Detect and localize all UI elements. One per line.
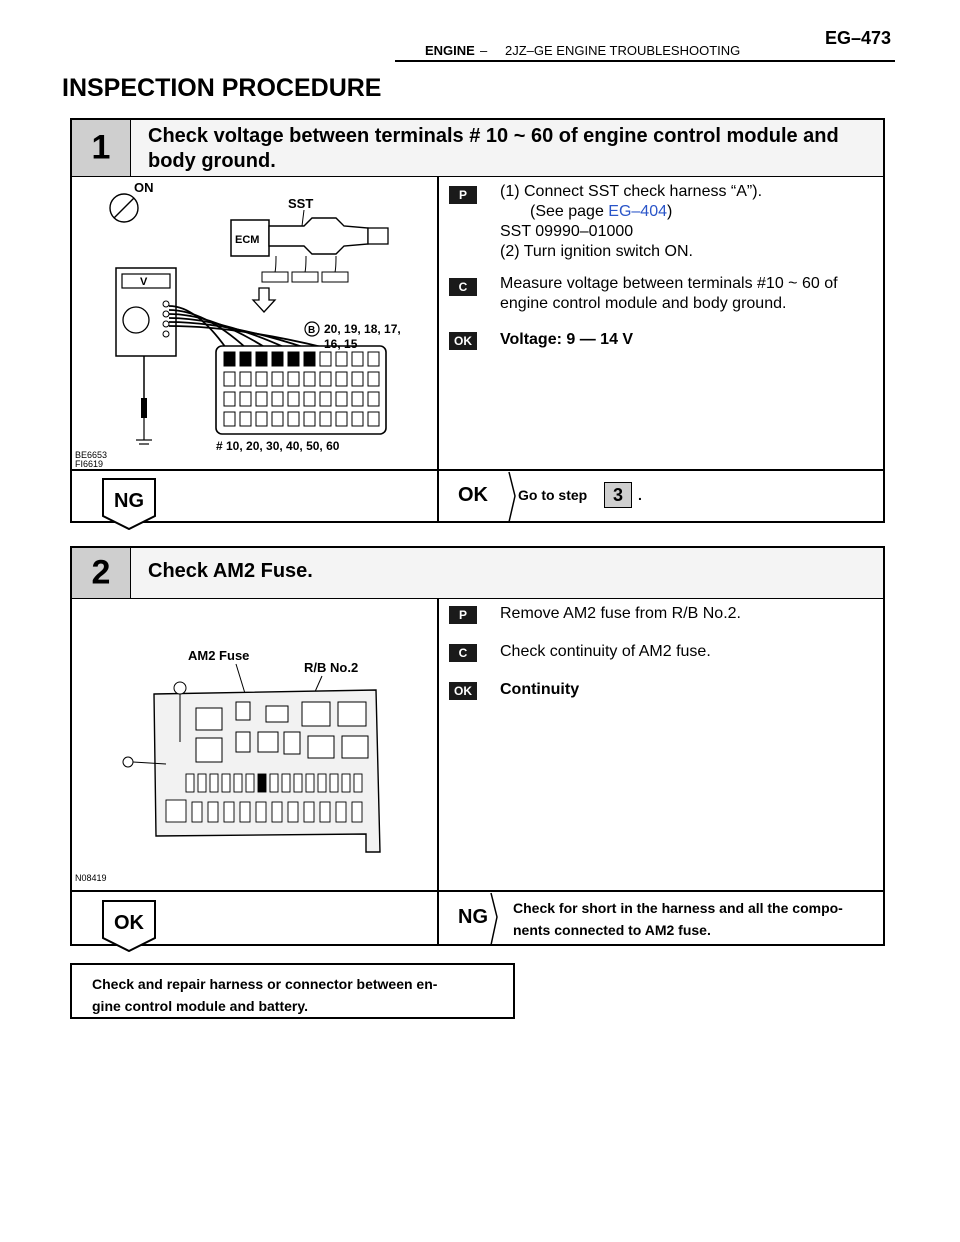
step1-goto-period: . xyxy=(638,487,642,503)
terminals-top: 20, 19, 18, 17, xyxy=(324,322,401,336)
step1-box xyxy=(70,118,885,523)
step2-ng-result-line1: Check for short in the harness and all the compo- xyxy=(513,900,843,916)
step2-ng-label: NG xyxy=(458,906,488,928)
step2-ok-criteria: Continuity xyxy=(500,681,580,698)
step1-prep-line3: SST 09990–01000 xyxy=(500,223,634,240)
header-rule xyxy=(395,60,895,62)
step2-check: Check continuity of AM2 fuse. xyxy=(500,643,711,660)
am2-fuse-label: AM2 Fuse xyxy=(188,648,250,663)
step2-ok-badge xyxy=(102,900,156,952)
page-title: INSPECTION PROCEDURE xyxy=(62,74,382,102)
page-number: EG–473 xyxy=(825,28,892,48)
step1-ng-label: NG xyxy=(114,490,144,512)
ecm-label: ECM xyxy=(235,234,260,246)
step2-prep-tag: P xyxy=(449,606,477,624)
step1-ok-label: OK xyxy=(458,484,488,506)
header-dash: – xyxy=(480,43,488,58)
step2-check-tag: C xyxy=(449,644,477,662)
sst-label: SST xyxy=(288,196,314,211)
step2-ng-result-line2: nents connected to AM2 fuse. xyxy=(513,922,711,938)
step2-number-badge xyxy=(72,548,131,598)
terminal-list: # 10, 20, 30, 40, 50, 60 xyxy=(216,439,340,453)
step1-check-line1: Measure voltage between terminals #10 ~ 60 of xyxy=(500,275,838,292)
step1-check-line2: engine control module and body ground. xyxy=(500,295,787,312)
step1-number: 1 xyxy=(91,128,111,167)
on-label: ON xyxy=(134,180,154,195)
final-result-line2: gine control module and battery. xyxy=(92,998,308,1014)
step2-ok-label: OK xyxy=(114,912,144,934)
step2-figure xyxy=(76,602,431,882)
b-label: B xyxy=(308,325,316,336)
final-result-box xyxy=(70,963,515,1019)
step2-prep: Remove AM2 fuse from R/B No.2. xyxy=(500,605,741,622)
v-label: V xyxy=(140,276,148,288)
page-link-eg404[interactable]: EG–404 xyxy=(608,203,667,220)
step1-check-tag: C xyxy=(449,278,477,296)
step2-number: 2 xyxy=(91,553,111,592)
step1-ok-criteria: Voltage: 9 — 14 V xyxy=(500,331,634,348)
step1-fig-code2: FI6619 xyxy=(75,459,104,469)
page-header xyxy=(0,0,960,64)
step1-title-line1: Check voltage between terminals # 10 ~ 60 of engine control module and xyxy=(148,125,839,147)
step1-prep-line2-suffix: ) xyxy=(667,203,673,220)
terminals-bottom: 16, 15 xyxy=(324,337,358,351)
step1-ng-badge xyxy=(102,478,156,530)
header-subtitle: 2JZ–GE ENGINE TROUBLESHOOTING xyxy=(505,43,741,58)
header-section: ENGINE xyxy=(425,43,475,58)
step1-prep-line2-prefix: (See page xyxy=(530,203,609,220)
step1-fig-code1: BE6653 xyxy=(75,450,108,460)
rb-label: R/B No.2 xyxy=(304,660,359,675)
step2-fig-code: N08419 xyxy=(75,873,107,883)
step1-goto-text: Go to step xyxy=(518,487,588,503)
step1-prep-line1: (1) Connect SST check harness “A”). xyxy=(500,183,763,200)
step1-number-badge xyxy=(72,120,131,176)
step1-header xyxy=(72,120,883,177)
step2-ok-tag: OK xyxy=(449,682,477,700)
step2-box xyxy=(70,546,885,946)
step1-prep-line4: (2) Turn ignition switch ON. xyxy=(500,243,693,260)
step1-goto-step[interactable]: 3 xyxy=(604,482,632,508)
step2-header xyxy=(72,548,883,599)
final-result-line1: Check and repair harness or connector between en- xyxy=(92,976,438,992)
step1-prep-line2 xyxy=(530,202,672,222)
step1-prep-tag: P xyxy=(449,186,477,204)
step2-title: Check AM2 Fuse. xyxy=(148,560,313,582)
step1-title-line2: body ground. xyxy=(148,150,276,172)
step1-figure xyxy=(76,178,431,468)
step1-ok-tag: OK xyxy=(449,332,477,350)
